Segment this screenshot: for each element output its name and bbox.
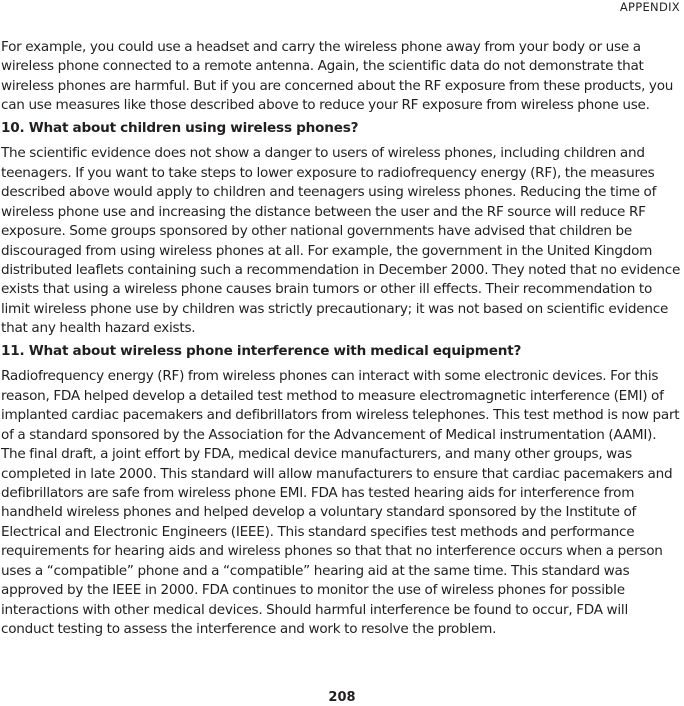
section-paragraph-medical-equipment: Radiofrequency energy (RF) from wireless phones can interact with some electronic devices. For this reason, FDA helped develop a detailed test method to measure electromagnetic interference (EMI) of implanted cardiac pacemakers and defibrillators from wireless telephones. This test method is now part of a standard sponsored by the Association for the Advancement of Medical instrumentation (AAMI). The final draft, a joint effort by FDA, medical device manufacturers, and many other groups, was completed in late 2000. This standard will allow manufacturers to ensure that cardiac pacemakers and defibrillators are safe from wireless phone EMI. FDA has tested hearing aids for interference from handheld wireless phones and helped develop a voluntary standard sponsored by the Institute of Electrical and Electronic Engineers (IEEE). This standard specifies test methods and performance requirements for hearing aids and wireless phones so that that no interference occurs when a person uses a “compatible” phone and a “compatible” hearing aid at the same time. This standard was approved by the IEEE in 2000. FDA continues to monitor the use of wireless phones for possible interactions with other medical devices. Should harmful interference be found to occur, FDA will conduct testing to assess the interference and work to resolve the problem. bbox=[1, 368, 680, 638]
section-paragraph-children: The scientific evidence does not show a danger to users of wireless phones, including children and teenagers. If you want to take steps to lower exposure to radiofrequency energy (RF), the measures described above would apply to children and teenagers using wireless phones. Reducing the time of wireless phone use and increasing the distance between the user and the RF source will reduce RF exposure. Some groups sponsored by other national governments have advised that children be discouraged from using wireless phones at all. For example, the government in the United Kingdom distributed leaflets containing such a recommendation in December 2000. They noted that no evidence exists that using a wireless phone causes brain tumors or other ill effects. Their recommendation to limit wireless phone use by children was strictly precautionary; it was not based on scientific evidence that any health hazard exists. bbox=[1, 145, 681, 337]
intro-paragraph: For example, you could use a headset and carry the wireless phone away from your body or use a wireless phone connected to a remote antenna. Again, the scientific data do not demonstrate that wireless phones are harmful. But if you are concerned about the RF exposure from these products, you can use measures like those described above to reduce your RF exposure from wireless phone use. bbox=[1, 39, 674, 114]
running-header: APPENDIX bbox=[619, 0, 680, 14]
page-number: 208 bbox=[328, 690, 356, 705]
section-heading-medical-equipment: 11. What about wireless phone interference with medical equipment? bbox=[1, 342, 522, 359]
section-heading-children: 10. What about children using wireless phones? bbox=[1, 119, 359, 136]
page-body bbox=[1, 38, 681, 640]
